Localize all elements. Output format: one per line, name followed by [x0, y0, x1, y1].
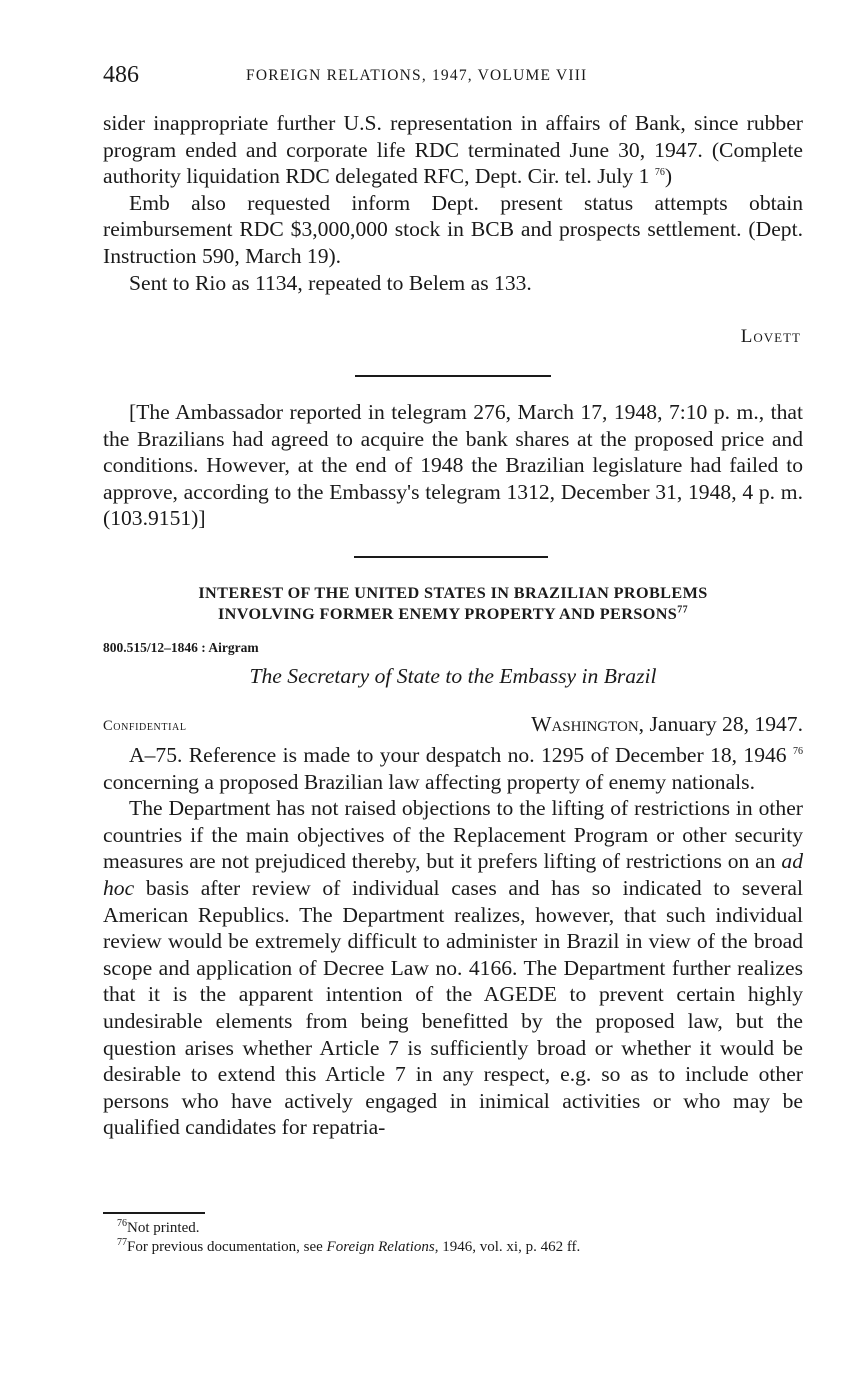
footnote-ref: 76 — [793, 745, 803, 757]
paragraph-emb-request: Emb also requested inform Dept. present status attempts obtain reimbursement RDC $3,000,000 stock in BCB and prospects settlement. (Dept. Instruction 590, March 19). — [103, 190, 803, 268]
section-heading: INTEREST OF THE UNITED STATES IN BRAZILIAN PROBLEMS INVOLVING FORMER ENEMY PROPERTY AND PERSONS$^{77}$ — [198, 584, 708, 623]
editorial-note — [103, 399, 803, 532]
divider — [354, 556, 548, 558]
paragraph-sent-to: Sent to Rio as 1134, repeated to Belem as 133. — [129, 270, 532, 295]
editorial-note-text: [The Ambassador reported in telegram 276, March 17, 1948, 7:10 p. m., that the Brazilians had agreed to acquire the bank shares at the proposed price and conditions. However, at the end of 1948 the Brazilian legislature had failed to approve, according to the Embassy's telegram 1312, December 31, 1948, 4 p. m. (103.9151)] — [103, 400, 803, 531]
footnotes — [103, 1219, 803, 1257]
page-header — [103, 62, 803, 92]
footnote-divider — [103, 1212, 205, 1214]
paragraph-department: The Department has not raised objections to the lifting of restrictions in other countries if the main objectives of the Replacement Program or other security measures are not prejudiced thereby, but it prefers lifting of restrictions on an ad hoc basis after review of individual cases and has so indicated to several American Republics. The Department realizes, however, that such individual review would be extremely difficult to administer in Brazil in view of the broad scope and application of Decree Law no. 4166. The Department further realizes that it is the apparent intention of the AGEDE to prevent certain highly undesirable elements from being benefitted by the proposed law, but the question arises whether Article 7 is sufficiently broad or whether it would be desirable to extend this Article 7 in any respect, e.g. so as to include other persons who have actively engaged in inimical activities or who may be qualified candidates for repatria- — [103, 796, 803, 1140]
continued-letter — [103, 110, 803, 296]
continued-paragraph: sider inappropriate further U.S. representation in affairs of Bank, since rubber program ended and corporate life RDC terminated June 30, 1947. (Complete authority liquidation RDC delegated RFC, Dept. Cir. tel. July 1 $^{76}$) — [103, 111, 803, 189]
airgram-body — [103, 742, 803, 1141]
signature: Lovett — [740, 326, 801, 347]
paragraph-reference: A–75. Reference is made to your despatch no. 1295 of December 18, 1946 $^{76}$ concerning a proposed Brazilian law affecting property of enemy nationals. — [103, 743, 803, 794]
classification-line — [103, 712, 803, 740]
footnote-ref: 77 — [677, 604, 689, 616]
footnote-ref: 76 — [654, 167, 665, 178]
page-number: 486 — [103, 62, 139, 88]
footnote-77: $^{77}$For previous documentation, see Foreign Relations, 1946, vol. xi, p. 462 ff. — [117, 1237, 581, 1255]
footnote-76: $^{76}$Not printed. — [117, 1218, 200, 1236]
classification-label: Confidential — [103, 718, 187, 734]
dateline: Washington, January 28, 1947. — [531, 712, 803, 736]
document-title: The Secretary of State to the Embassy in Brazil — [249, 664, 657, 688]
running-head: FOREIGN RELATIONS, 1947, VOLUME VIII — [246, 67, 588, 84]
divider — [355, 375, 551, 377]
file-number: 800.515/12–1846 : Airgram — [103, 640, 259, 655]
